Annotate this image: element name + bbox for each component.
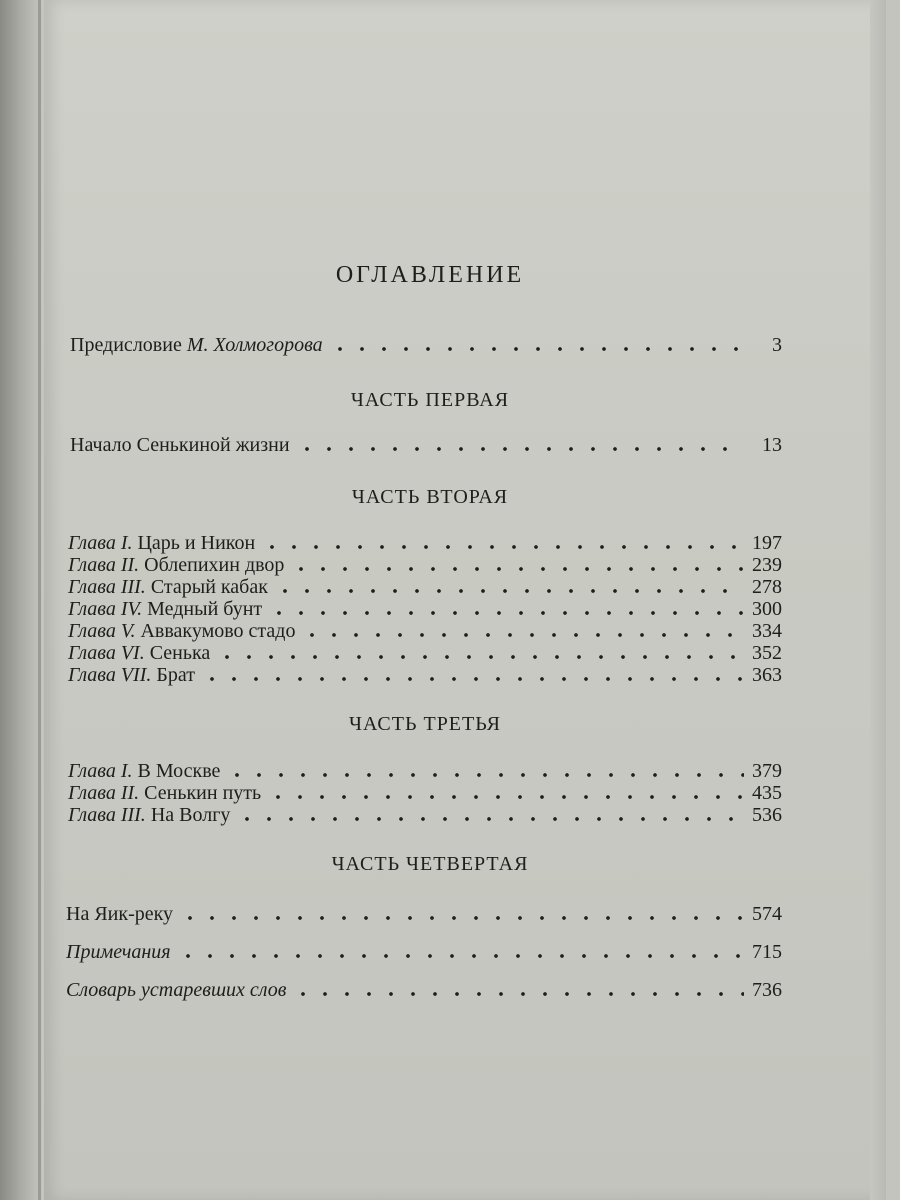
toc-page-number: 574 [752,903,782,925]
dot-leader [274,579,744,595]
toc-entry [68,780,782,804]
chapter-title: Сенька [149,642,211,664]
toc-entry-label [68,782,267,804]
toc-entry [68,662,782,686]
chapter-title: Облепихин двор [144,554,285,576]
chapter-title: На Волгу [150,804,231,826]
dot-leader [216,645,744,661]
dot-leader [290,557,744,573]
dot-leader [201,667,744,683]
chapter-number: Глава II. [68,554,140,576]
toc-entry-label [68,664,201,686]
toc-entry-label [70,334,329,356]
chapter-title: Старый кабак [150,576,268,598]
toc-entry-label [68,804,236,826]
toc-entry-preface [70,332,782,356]
toc-entry [68,618,782,642]
toc-page-number: 13 [762,434,782,456]
toc-entry-label [68,620,301,642]
toc-entry-label [68,598,268,620]
toc-entry-glossary [66,977,782,1001]
toc-page-number: 300 [752,598,782,620]
toc-page-number: 3 [772,334,782,356]
page-right-edge [870,0,886,1200]
part-heading-4: ЧАСТЬ ЧЕТВЕРТАЯ [331,853,529,875]
toc-entry-label [68,532,261,554]
dot-leader [267,785,744,801]
toc-page-number: 239 [752,554,782,576]
dot-leader [329,337,744,353]
chapter-title: Брат [156,664,195,686]
toc-entry [68,640,782,664]
toc-entry-label: Начало Сенькиной жизни [70,434,290,456]
dot-leader [177,944,744,960]
chapter-number: Глава III. [68,576,146,598]
toc-page-number: 334 [752,620,782,642]
spine-edge-line [38,0,41,1200]
chapter-title: Сенькин путь [144,782,262,804]
dot-leader [236,807,744,823]
toc-page-number: 715 [752,941,782,963]
part-heading-1: ЧАСТЬ ПЕРВАЯ [350,389,510,411]
toc-entry-label [68,642,216,664]
chapter-number: Глава III. [68,804,146,826]
chapter-number: Глава V. [68,620,136,642]
toc-entry-notes [66,939,782,963]
chapter-number: Глава II. [68,782,140,804]
preface-prefix: Предисловие [70,334,182,356]
toc-page-number: 197 [752,532,782,554]
chapter-number: Глава VI. [68,642,145,664]
toc-entry [68,802,782,826]
part-heading-3: ЧАСТЬ ТРЕТЬЯ [348,713,502,735]
toc-page-number: 736 [752,979,782,1001]
preface-author: М. Холмогорова [186,334,323,356]
toc-page-number: 379 [752,760,782,782]
dot-leader [301,623,744,639]
toc-entry [68,596,782,620]
toc-page-number: 352 [752,642,782,664]
chapter-title: Царь и Никон [137,532,256,554]
toc-entry-label [68,554,290,576]
toc-entry-label: Словарь устаревших слов [66,979,287,1001]
dot-leader [261,535,744,551]
toc-entry-label: Примечания [66,941,171,963]
toc-page-number: 278 [752,576,782,598]
toc-entry [68,530,782,554]
chapter-title: В Москве [137,760,221,782]
chapter-number: Глава VII. [68,664,152,686]
toc-entry [66,901,782,925]
toc-entry [68,758,782,782]
dot-leader [268,601,744,617]
toc-page-number: 435 [752,782,782,804]
toc-entry [68,552,782,576]
chapter-title: Медный бунт [147,598,263,620]
chapter-number: Глава I. [68,760,133,782]
dot-leader [292,982,744,998]
toc-entry [70,432,782,456]
toc-entry-label: На Яик-реку [66,903,174,925]
part-heading-2: ЧАСТЬ ВТОРАЯ [351,486,509,508]
chapter-title: Аввакумово стадо [140,620,296,642]
toc-page-number: 536 [752,804,782,826]
chapter-number: Глава I. [68,532,133,554]
toc-entry-label [68,760,226,782]
dot-leader [179,906,744,922]
toc-entry [68,574,782,598]
dot-leader [226,763,744,779]
toc-title: ОГЛАВЛЕНИЕ [335,262,525,288]
chapter-number: Глава IV. [68,598,143,620]
toc-page-number: 363 [752,664,782,686]
dot-leader [296,437,744,453]
toc-entry-label [68,576,274,598]
